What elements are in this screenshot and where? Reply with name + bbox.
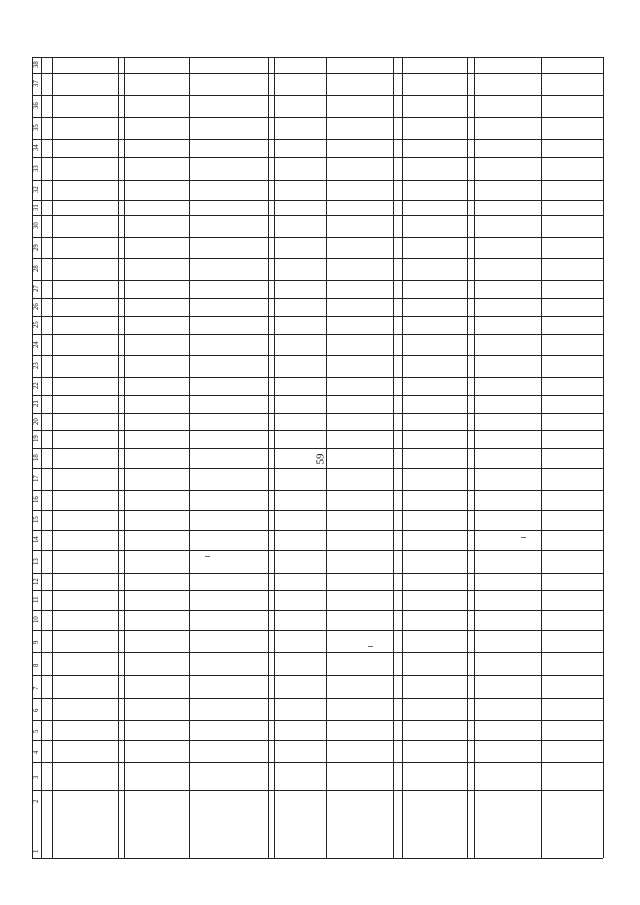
column-number: 20 (33, 417, 40, 425)
column-number: 3 (33, 775, 40, 779)
column-number: 22 (33, 382, 40, 389)
column-number: 36 (33, 102, 40, 109)
column-number: 16 (33, 496, 40, 503)
column-number: 9 (33, 640, 40, 644)
scan-mark (205, 556, 210, 557)
v-rule (41, 57, 42, 858)
column-number: 21 (33, 400, 40, 407)
column-number: 1 (33, 849, 40, 853)
v-rule (189, 57, 190, 858)
v-rule (474, 57, 475, 858)
column-number: 24 (33, 340, 40, 348)
column-number: 27 (33, 285, 40, 292)
column-number: 15 (33, 516, 40, 523)
v-rule (402, 57, 403, 858)
column-number: 25 (33, 321, 40, 328)
v-rule (124, 57, 125, 858)
v-rule (326, 57, 327, 858)
column-number: 12 (33, 577, 40, 585)
page-number: 59 (314, 453, 326, 465)
column-number: 7 (33, 686, 40, 690)
column-number: 30 (33, 222, 40, 229)
column-number: 11 (33, 596, 40, 603)
v-rule (467, 57, 468, 858)
v-rule (541, 57, 542, 858)
v-rule (268, 57, 269, 858)
column-number: 14 (33, 536, 40, 543)
column-number: 19 (33, 435, 40, 442)
column-number: 35 (33, 124, 40, 131)
column-number: 28 (33, 265, 40, 272)
column-number: 13 (33, 557, 40, 565)
scan-mark (368, 646, 373, 647)
v-rule (118, 57, 119, 858)
v-rule (274, 57, 275, 858)
v-rule (52, 57, 53, 858)
column-number: 4 (33, 750, 40, 754)
column-number: 29 (33, 243, 40, 251)
column-number: 32 (33, 186, 40, 193)
column-number: 34 (33, 144, 40, 151)
column-number: 17 (33, 475, 40, 482)
column-number: 18 (33, 454, 40, 461)
scan-mark (521, 537, 526, 538)
column-number: 37 (33, 80, 40, 87)
column-number: 8 (33, 663, 40, 667)
column-number: 26 (33, 303, 40, 310)
h-rule (32, 858, 603, 859)
column-number: 2 (33, 799, 40, 803)
column-number: 10 (33, 616, 40, 623)
v-rule (603, 57, 604, 858)
column-number: 23 (33, 362, 40, 369)
column-number: 6 (33, 708, 40, 712)
v-rule (393, 57, 394, 858)
column-number: 33 (33, 164, 40, 172)
column-number: 38 (33, 61, 40, 68)
column-number: 5 (33, 729, 40, 733)
column-number: 31 (33, 203, 40, 211)
